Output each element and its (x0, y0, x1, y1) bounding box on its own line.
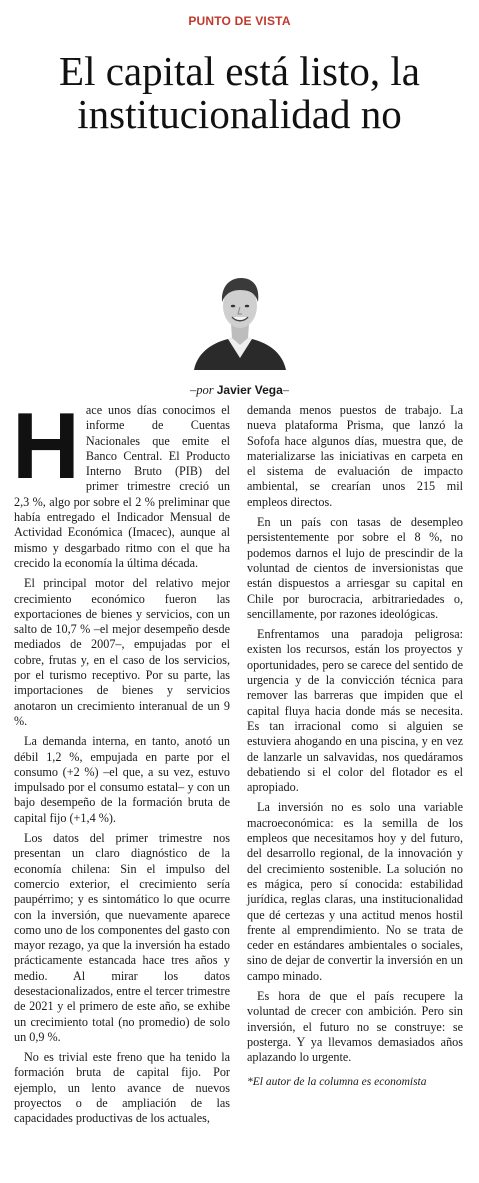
paragraph: En un país con tasas de desempleo persistentemente por sobre el 8 %, no podemos darnos el lujo de prescindir de la voluntad de cientos de inversionistas que están dispuestos a arriesgar su capital en Chile por burocracia, arbitrariedades o, sencillamente, por razones ideológicas. (247, 515, 463, 621)
paragraph: demanda menos puestos de trabajo. La nueva plataforma Prisma, que lanzó la Sofofa hace algunos días, muestra que, de materializarse las iniciativas en carpeta en el sistema de evaluación de impacto ambiental, se crearían unos 215 mil empleos directos. (247, 403, 463, 509)
paragraph: Los datos del primer trimestre nos presentan un claro diagnóstico de la economía chilena: Sin el impulso del comercio exterior, el crecimiento sería paupérrimo; y es sintomático lo que ocurre con la inversión, que nuevamente aparece como uno de los componentes del gasto con mayor rezago, ya que la inversión ha estado prácticamente estancada hace tres años y medio. Al mirar los datos desestacionalizados, entre el tercer trimestre de 2021 y el primero de este año, se exhibe un crecimiento total (no promedio) de solo un 0,9 %. (14, 831, 230, 1044)
article-column-right (247, 403, 463, 1096)
paragraph (12, 393, 230, 571)
drop-cap: H (12, 393, 80, 498)
paragraph: El principal motor del relativo mejor crecimiento económico fueron las exportaciones de bienes y servicios, con un salto de 10,7 % –el mejor desempeño desde mediados de 2007–, empujadas por el cobre, frutas y, en el caso de los servicios, por el turismo receptivo. Por su parte, las importaciones de bienes y servicios anotaron un crecimiento interanual de un 9 %. (14, 576, 230, 728)
author-portrait (188, 266, 292, 370)
article-column-left (12, 393, 230, 1132)
author-footnote: *El autor de la columna es economista (247, 1076, 427, 1089)
headline: El capital está listo, la institucionalidad no (59, 48, 420, 137)
byline-suffix: – (282, 383, 290, 397)
byline-prefix: –por (189, 383, 214, 397)
paragraph-text: ace unos días conocimos el informe de Cuentas Nacionales que emite el Banco Central. El Producto Interno Bruto (PIB) del primer trimestre creció un 2,3 %, algo por sobre el 2 % preliminar que había entregado el Indicador Mensual de Actividad Económica (Imacec), aunque al mismo y desgarbado ritmo con el que ha crecido la economía la última década. (14, 403, 230, 570)
paragraph: Es hora de que el país recupere la voluntad de crecer con ambición. Pero sin inversión, el futuro no se construye: se posterga. Y ya llevamos demasiados años aplazando lo urgente. (247, 988, 463, 1065)
paragraph: La inversión no es solo una variable macroeconómica: es la semilla de los empleos que necesitamos hoy y del futuro, del desarrollo regional, de la innovación y del crecimiento sostenible. La solución no es mágica, pero sí conocida: estabilidad jurídica, reglas claras, una institucionalidad que dé certezas y una actitud menos hostil frente al emprendimiento. No se trata de ceder en estándares ambientales o sociales, sino de dejar de convertir la inversión en un campo minado. (247, 800, 463, 983)
paragraph: Enfrentamos una paradoja peligrosa: existen los recursos, están los proyectos y oportunidades, pero se carece del sentido de urgencia y de la convicción técnica para remover las barreras que impiden que el capital fluya hacia donde más se necesita. Es tan irracional como si alguien se estuviera ahogando en una piscina, y en vez de lanzarle un salvavidas, nos quedáramos debatiendo si el color del flotador es el apropiado. (247, 627, 463, 795)
section-kicker: PUNTO DE VISTA (188, 14, 291, 28)
paragraph: No es trivial este freno que ha tenido la formación bruta de capital fijo. Por ejemplo, un lento avance de nuevos proyectos o de ampliación de las capacidades productivas de los actuales, (14, 1050, 230, 1126)
author-name: Javier Vega (216, 383, 283, 397)
paragraph: La demanda interna, en tanto, anotó un débil 1,2 %, empujada en parte por el consumo (+2 %) –el que, a su vez, estuvo impulsado por el consumo estatal– y con un bajo desempeño de la formación bruta de capital fijo (+1,4 %). (14, 734, 230, 825)
